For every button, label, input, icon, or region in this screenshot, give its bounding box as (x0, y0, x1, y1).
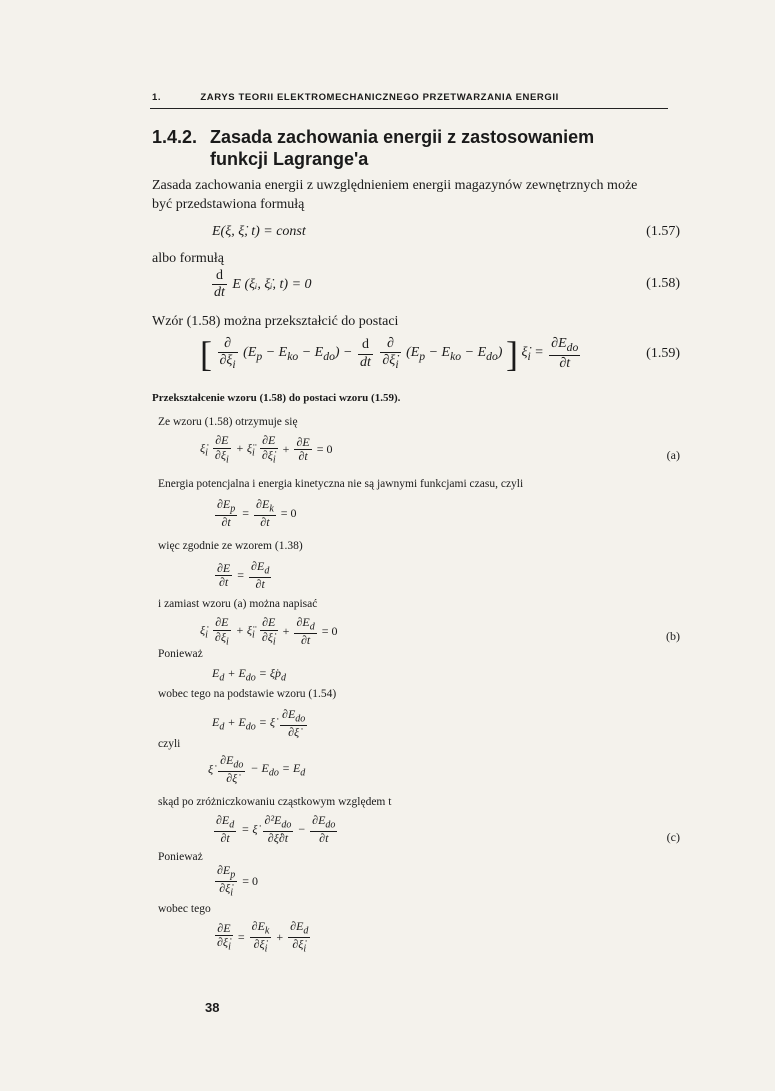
czyli-text: czyli (158, 738, 181, 750)
equation-a: $\xi̇_i$ $\frac{\partial E}{\partial\xi_i}$ + $\xï_i$ $\frac{\partial E}{\partial\xi̇_i}$ + $\frac{\partial E}{\partial t}$ = 0 (200, 433, 333, 466)
wzor-text: Wzór (1.58) można przekształcić do postaci (152, 314, 399, 329)
equation-number-1-59: (1.59) (646, 346, 680, 361)
header-rule (150, 108, 668, 109)
equation-b: $\xi̇_i$ $\frac{\partial E}{\partial\xi_i}$ + $\xï_i$ $\frac{\partial E}{\partial\xi̇_i}$ + $\frac{\partial E_d}{\partial t}$ = 0 (200, 615, 338, 648)
ze-wzoru-text: Ze wzoru (1.58) otrzymuje się (158, 416, 298, 428)
equation-ep-xi: $\frac{\partial E_p}{\partial\xi̇_i}$ = 0 (217, 863, 259, 899)
chapter-title: ZARYS TEORII ELEKTROMECHANICZNEGO PRZETWARZANIA ENERGII (200, 92, 559, 103)
intro-line1: Zasada zachowania energii z uwzględnieniem energii magazynów zewnętrznych może (152, 178, 638, 193)
skad-text: skąd po zróżniczkowaniu cząstkowym względem t (158, 796, 392, 808)
wiec-text: więc zgodnie ze wzorem (1.38) (158, 540, 303, 552)
chapter-number: 1. (152, 92, 162, 103)
equation-1-59: [ $\frac{\partial}{\partial\xi_i}$ $(E_p - E_{ko} - E_{do})$ − $\frac{d}{dt}$ $\frac{\partial}{\partial\xi̇_i}$ $(E_p - E_{ko} - E_{do})$ ] $\xi̇_i$ = $\frac{\partial E_{do}}{\partial t}$ (200, 334, 579, 374)
wobec-text-2: wobec tego (158, 903, 211, 915)
equation-number-1-58: (1.58) (646, 276, 680, 291)
equation-1-58 (210, 268, 312, 301)
poniewaz-text-1: Ponieważ (158, 648, 203, 660)
albo-text: albo formułą (152, 251, 224, 266)
equation-number-a: (a) (666, 448, 680, 462)
equation-ed-edo-2: $E_d + E_{do}$ = ξ̇ $\frac{\partial E_{do}}{\partial\xi̇}$ (212, 707, 306, 739)
equation-ep-ek: $\frac{\partial E_p}{\partial t}$ = $\frac{\partial E_k}{\partial t}$ = 0 (217, 497, 297, 529)
equation-number-1-57: (1.57) (646, 224, 680, 239)
section-title-line2: funkcji Lagrange'a (210, 149, 369, 169)
page-number: 38 (205, 1000, 220, 1015)
equation-1-57: E(ξ, ξ̇, t) = const (212, 224, 306, 239)
equation-1-58-body: E (ξᵢ, ξ̇ᵢ, t) = 0 (232, 276, 312, 292)
poniewaz-text-2: Ponieważ (158, 851, 203, 863)
section-title (152, 126, 594, 148)
section-title-line1: Zasada zachowania energii z zastosowaniem (210, 127, 595, 147)
equation-ed-edo-1: $E_d + E_{do}$ = $\xi̇p_d$ (212, 666, 287, 684)
running-header (152, 92, 559, 103)
bold-subtitle: Przekształcenie wzoru (1.58) do postaci wzoru (1.59). (152, 392, 401, 404)
d-dt-fraction: $\frac{d}{dt}$ (214, 268, 225, 301)
equation-final: $\frac{\partial E}{\partial\xi̇_i}$ = $\frac{\partial E_k}{\partial\xi̇_i}$ + $\frac{\partial E_d}{\partial\xi̇_i}$ (217, 919, 309, 955)
equation-number-c: (c) (666, 830, 680, 844)
equation-number-b: (b) (666, 629, 680, 643)
equation-e-ed: $\frac{\partial E}{\partial t}$ = $\frac{\partial E_d}{\partial t}$ (217, 559, 270, 591)
intro-line2: być przedstawiona formułą (152, 197, 305, 212)
energia-text: Energia potencjalna i energia kinetyczna nie są jawnymi funkcjami czasu, czyli (158, 478, 524, 490)
wobec-text-1: wobec tego na podstawie wzoru (1.54) (158, 688, 337, 700)
section-number: 1.4.2. (152, 127, 198, 147)
equation-c: $\frac{\partial E_d}{\partial t}$ = ξ̇ $\frac{\partial^2E_{do}}{\partial\xi̇\partial t}$ − $\frac{\partial E_{do}}{\partial t}$ (216, 813, 336, 845)
equation-ed: ξ̇ $\frac{\partial E_{do}}{\partial\xi̇}$ − $E_{do} = E_d$ (208, 753, 306, 785)
zamiast-text: i zamiast wzoru (a) można napisać (158, 598, 318, 610)
